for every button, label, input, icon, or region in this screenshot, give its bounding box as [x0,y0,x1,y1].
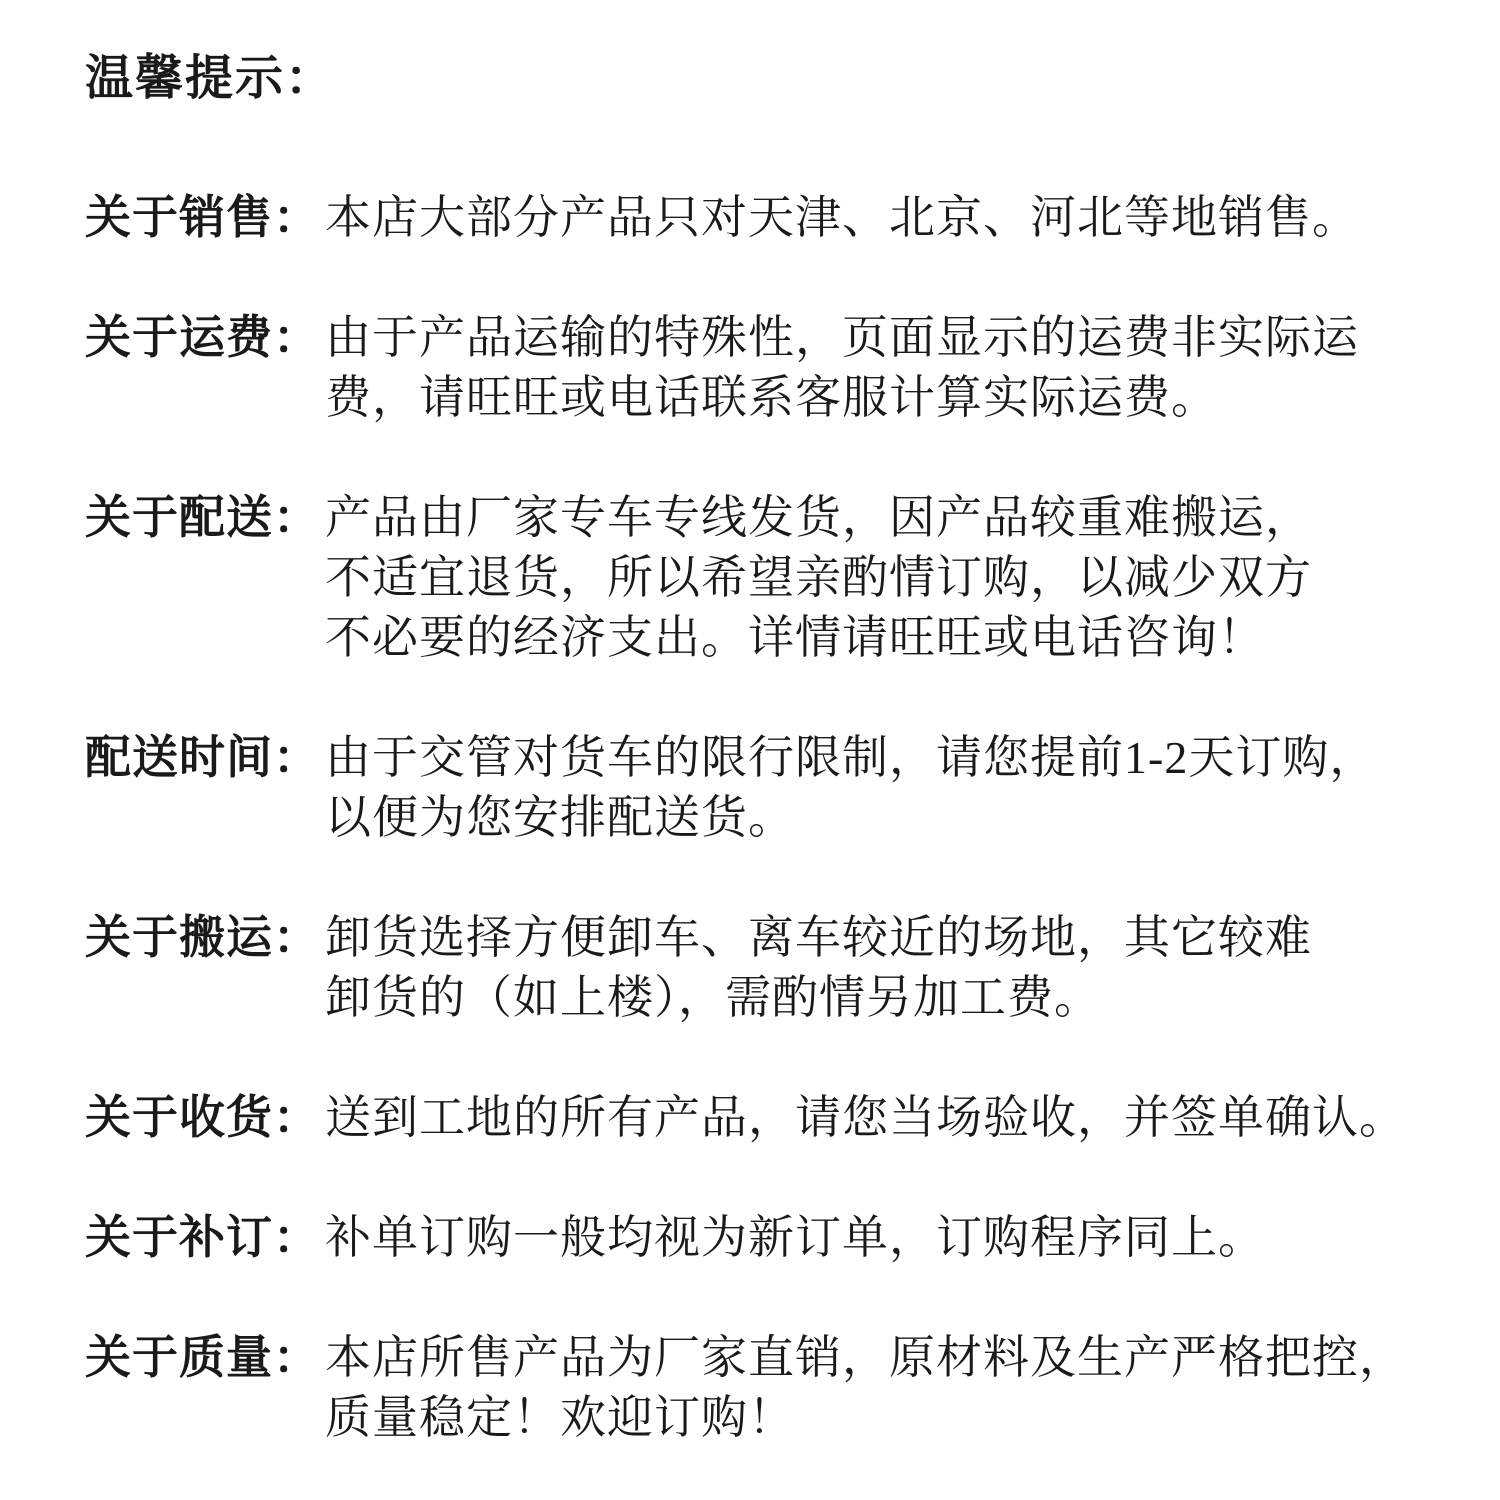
section-label: 关于配送： [85,492,320,543]
section-reorder [85,1208,1445,1268]
section-shipping-fee [85,308,1445,428]
section-delivery [85,488,1445,668]
section-content [325,1088,1445,1148]
section-text-line: 卸货的（如上楼），需酌情另加工费。 [325,972,1101,1023]
section-content [325,188,1445,248]
section-content [325,1208,1445,1268]
section-content [325,308,1445,428]
section-text-line: 费，请旺旺或电话联系客服计算实际运费。 [325,372,1218,423]
section-label: 关于质量： [85,1332,320,1383]
section-text-line: 产品由厂家专车专线发货，因产品较重难搬运， [325,492,1312,543]
section-text-line: 质量稳定！欢迎订购！ [325,1392,795,1443]
section-content [325,728,1445,848]
page-title: 温馨提示： [85,52,336,105]
section-label: 关于收货： [85,1092,320,1143]
section-content [325,488,1445,668]
section-text-line: 以便为您安排配送货。 [325,792,795,843]
section-label: 关于运费： [85,312,320,363]
section-sales [85,188,1445,248]
section-unloading [85,908,1445,1028]
section-label: 关于销售： [85,192,320,243]
section-receiving [85,1088,1445,1148]
section-label: 关于补订： [85,1212,320,1263]
section-content [325,908,1445,1028]
section-delivery-time [85,728,1445,848]
section-text-line: 卸货选择方便卸车、离车较近的场地，其它较难 [325,912,1312,963]
section-text-line: 补单订购一般均视为新订单，订购程序同上。 [325,1212,1265,1263]
section-text-line: 本店大部分产品只对天津、北京、河北等地销售。 [325,192,1359,243]
section-text-line: 送到工地的所有产品，请您当场验收，并签单确认。 [325,1092,1406,1143]
section-quality [85,1328,1445,1448]
section-text-line: 由于产品运输的特殊性，页面显示的运费非实际运 [325,312,1359,363]
section-text-line: 由于交管对货车的限行限制，请您提前1-2天订购， [325,732,1377,783]
section-label: 关于搬运： [85,912,320,963]
section-label: 配送时间： [85,732,320,783]
section-text-line: 不适宜退货，所以希望亲酌情订购，以减少双方 [325,552,1312,603]
section-text-line: 不必要的经济支出。详情请旺旺或电话咨询！ [325,612,1265,663]
section-text-line: 本店所售产品为厂家直销，原材料及生产严格把控， [325,1332,1406,1383]
section-content [325,1328,1445,1448]
